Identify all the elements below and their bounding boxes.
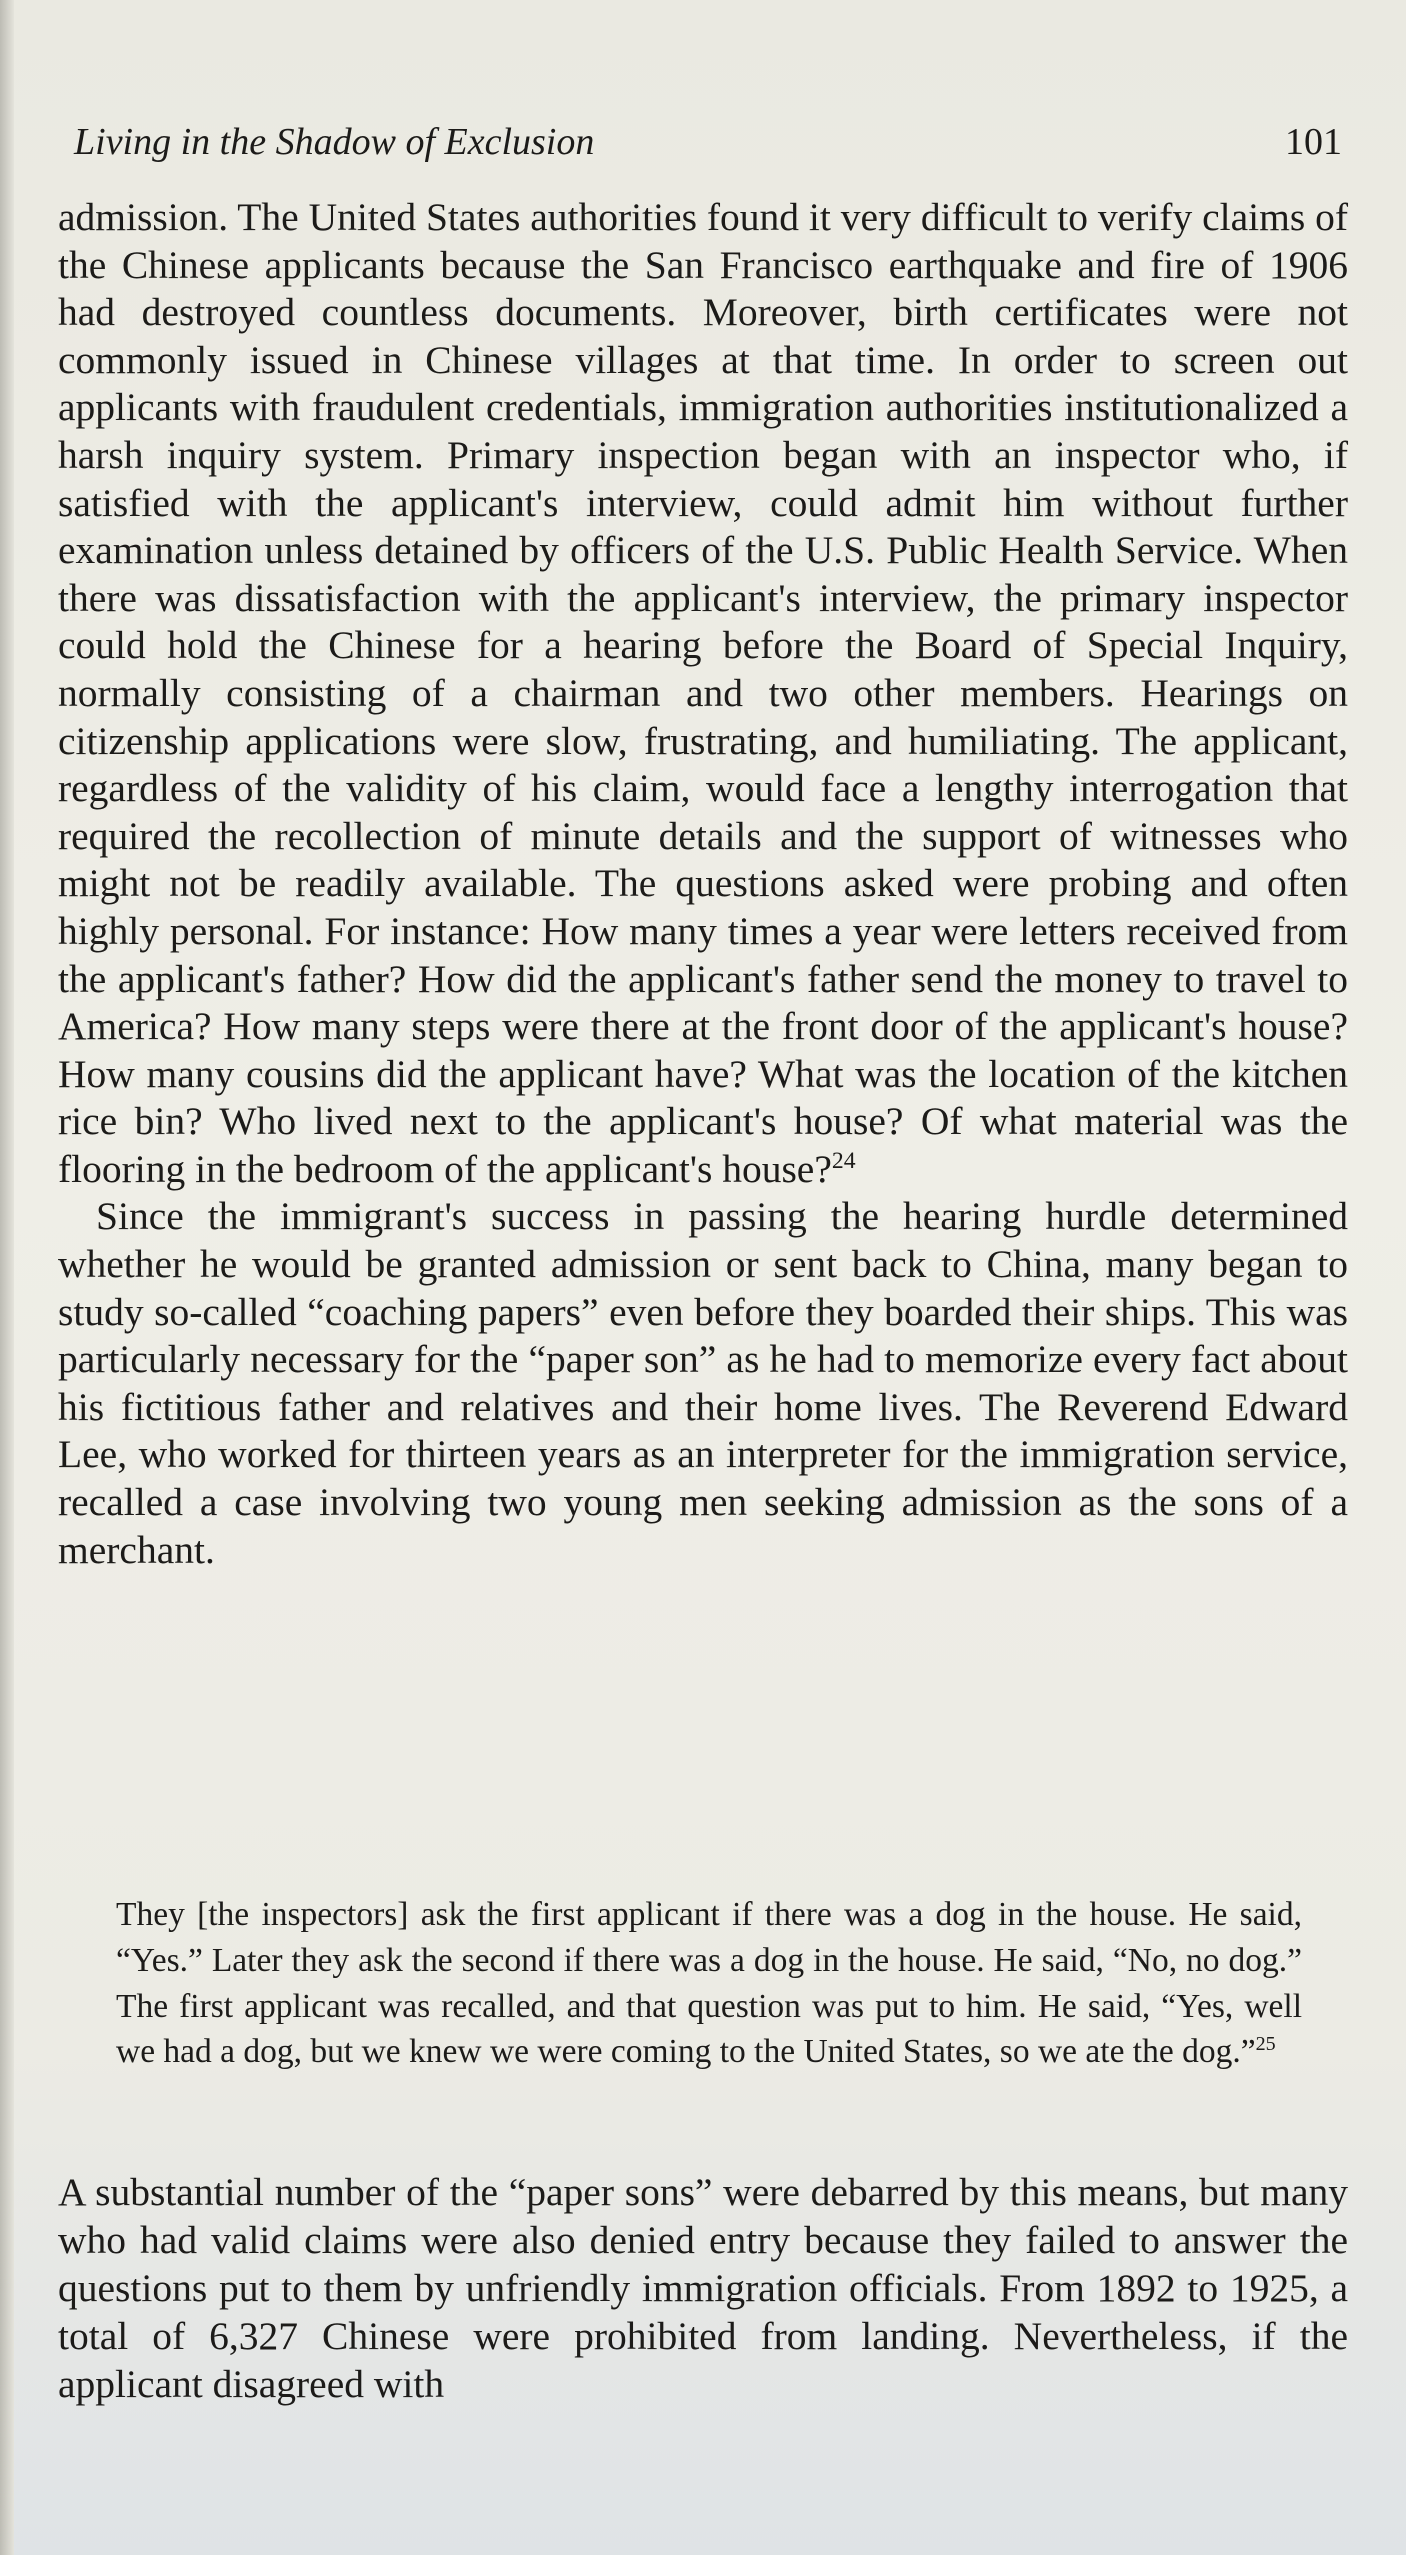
main-text bbox=[58, 194, 1348, 1574]
spine-shadow bbox=[0, 0, 14, 2555]
block-quote-text: They [the inspectors] ask the first applicant if there was a dog in the house. He said, “Yes.” Later they ask the second if there was a dog in the house. He said, “No, no dog.” The first applicant was recalled, and that question was put to him. He said, “Yes, well we had a dog, but we knew we were coming to the United States, so we ate the dog.” bbox=[116, 1896, 1302, 2071]
closing-paragraph-text: A substantial number of the “paper sons” were debarred by this means, but many who had valid claims were also denied entry because they failed to answer the questions put to them by unfriendly immigration officials. From 1892 to 1925, a total of 6,327 Chinese were prohibited from landing. Nevertheless, if the applicant disagreed with bbox=[58, 2170, 1348, 2406]
paragraph-1 bbox=[58, 194, 1348, 1193]
paragraph-2 bbox=[58, 1193, 1348, 1574]
footnote-marker-25: 25 bbox=[1255, 2033, 1276, 2056]
paragraph-1-text: admission. The United States authorities found it very difficult to verify claims of the Chinese applicants because the San Francisco earthquake and fire of 1906 had destroyed countless documents. Moreover, birth certificates were not commonly issued in Chinese villages at that time. In order to screen out applicants with fraudulent credentials, immigration authorities institutionalized a harsh inquiry system. Primary inspection began with an inspector who, if satisfied with the applicant's interview, could admit him without further examination unless detained by officers of the U.S. Public Health Service. When there was dissatisfaction with the applicant's interview, the primary inspector could hold the Chinese for a hearing before the Board of Special Inquiry, normally consisting of a chairman and two other members. Hearings on citizenship applications were slow, frustrating, and humiliating. The applicant, regardless of the validity of his claim, would face a lengthy interrogation that required the recollection of minute details and the support of witnesses who might not be readily available. The questions asked were probing and often highly personal. For instance: How many times a year were letters received from the applicant's father? How did the applicant's father send the money to travel to America? How many steps were there at the front door of the applicant's house? How many cousins did the applicant have? What was the location of the kitchen rice bin? Who lived next to the applicant's house? Of what material was the flooring in the bedroom of the applicant's house? bbox=[58, 195, 1348, 1191]
running-title: Living in the Shadow of Exclusion bbox=[74, 121, 595, 163]
closing-paragraph bbox=[58, 2168, 1348, 2408]
paragraph-2-text: Since the immigrant's success in passing the hearing hurdle determined whether he would be granted admission or sent back to China, many began to study so-called “coaching papers” even before they boarded their ships. This was particularly necessary for the “paper son” as he had to memorize every fact about his fictitious father and relatives and their home lives. The Reverend Edward Lee, who worked for thirteen years as an interpreter for the immigration service, recalled a case involving two young men seeking admission as the sons of a merchant. bbox=[58, 1194, 1348, 1572]
footnote-marker-24: 24 bbox=[831, 1147, 856, 1174]
block-quote bbox=[116, 1892, 1302, 2075]
running-header bbox=[74, 120, 1342, 180]
page-number: 101 bbox=[1285, 121, 1342, 163]
